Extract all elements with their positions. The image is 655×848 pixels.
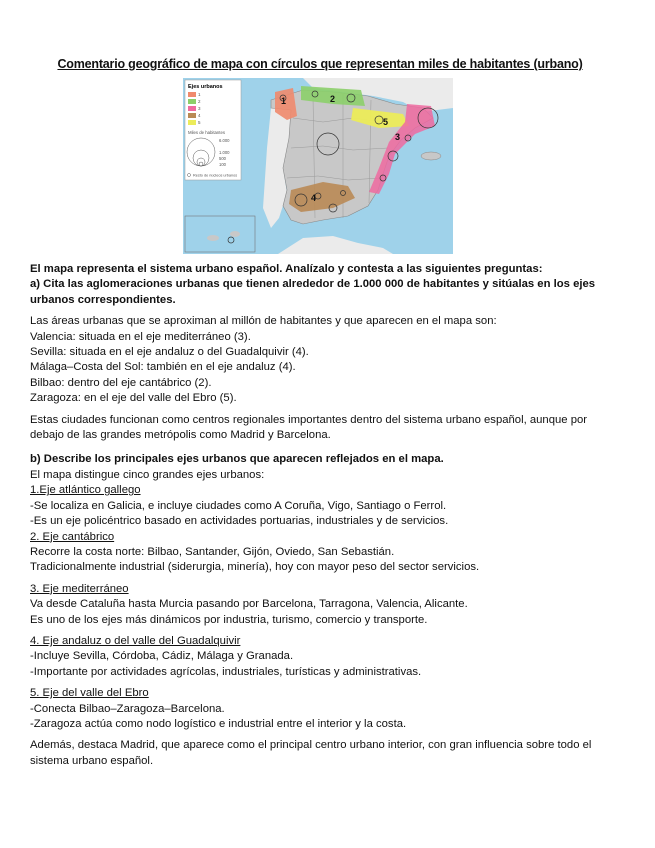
legend-footnote: Resto de núcleos urbanos <box>193 173 238 178</box>
axis-label-4: 4 <box>311 193 317 203</box>
question-b: b) Describe los principales ejes urbanos que aparecen reflejados en el mapa. <box>30 453 444 466</box>
axis-label-5: 5 <box>383 117 389 127</box>
answer-a-closing: Estas ciudades funcionan como centros regionales importantes dentro del sistema urbano español, aunque por debajo de las grandes metrópolis como Madrid y Barcelona. <box>30 413 588 442</box>
legend-size-500: 500 <box>219 156 226 161</box>
axis-2-line: Recorre la costa norte: Bilbao, Santander, Gijón, Oviedo, San Sebastián. <box>30 545 395 558</box>
axis-4-line: -Importante por actividades agrícolas, industriales, turísticas y administrativas. <box>30 665 422 678</box>
document-title: Comentario geográfico de mapa con círculos que representan miles de habitantes (urbano) <box>57 57 583 71</box>
answer-a-item: Málaga–Costa del Sol: también en el eje andaluz (4). <box>30 361 296 374</box>
question-a: a) Cita las aglomeraciones urbanas que tienen alrededor de 1.000 000 de habitantes y sitúalas en los ejes urbanos correspondientes. <box>30 278 596 306</box>
legend-size-100: 100 <box>219 162 226 167</box>
axis-3-line: Es uno de los ejes más dinámicos por industria, turismo, comercio y transporte. <box>30 613 428 626</box>
intro-line: El mapa representa el sistema urbano español. Analízalo y contesta a las siguientes preguntas: <box>30 263 543 275</box>
legend-swatches <box>188 92 196 125</box>
answer-b-intro: El mapa distingue cinco grandes ejes urbanos: <box>30 468 265 481</box>
answer-a-item: Bilbao: dentro del eje cantábrico (2). <box>30 376 212 389</box>
answer-a-item: Valencia: situada en el eje mediterráneo (3). <box>30 330 251 343</box>
axis-2-title: 2. Eje cantábrico <box>30 530 115 543</box>
legend-label-1: 1 <box>198 92 201 97</box>
legend-label-4: 4 <box>198 113 201 118</box>
legend-label-2: 2 <box>198 99 201 104</box>
legend-label-3: 3 <box>198 106 201 111</box>
axis-5-line: -Conecta Bilbao–Zaragoza–Barcelona. <box>30 702 225 715</box>
canary-island <box>230 231 240 237</box>
axis-3-line: Va desde Cataluña hasta Murcia pasando por Barcelona, Tarragona, Valencia, Alicante. <box>30 598 468 611</box>
axis-4-line: -Incluye Sevilla, Córdoba, Cádiz, Málaga y Granada. <box>30 650 294 663</box>
axis-2-line: Tradicionalmente industrial (siderurgia, minería), hoy con mayor peso del sector servicios. <box>30 561 480 574</box>
axis-1-line: -Es un eje policéntrico basado en actividades portuarias, industriales y de servicios. <box>30 515 449 528</box>
axis-label-2: 2 <box>330 94 336 104</box>
axis-label-3: 3 <box>395 132 401 142</box>
legend-swatch-5 <box>188 120 196 125</box>
axis-5-title: 5. Eje del valle del Ebro <box>30 687 149 700</box>
axis-4-title: 4. Eje andaluz o del valle del Guadalquivir <box>30 634 241 647</box>
legend-size-title: Miles de habitantes <box>188 130 226 135</box>
axis-label-1: 1 <box>281 96 287 106</box>
legend-swatch-1 <box>188 92 196 97</box>
axis-1-title: 1.Eje atlántico gallego <box>30 484 141 497</box>
balearic-islands <box>421 152 441 160</box>
answer-a-intro: Las áreas urbanas que se aproximan al millón de habitantes y que aparecen en el mapa son: <box>30 315 497 328</box>
answer-b-closing: Además, destaca Madrid, que aparece como el principal centro urbano interior, con gran influencia sobre todo el sistema urbano español. <box>30 739 592 767</box>
axis-3-title: 3. Eje mediterráneo <box>30 582 129 595</box>
legend-label-5: 5 <box>198 120 201 125</box>
legend-swatch-4 <box>188 113 196 118</box>
document-body <box>30 262 620 769</box>
canary-inset <box>185 216 255 252</box>
answer-a-item: Zaragoza: en el eje del valle del Ebro (5). <box>30 392 237 405</box>
legend-swatch-2 <box>188 99 196 104</box>
axis-1-line: -Se localiza en Galicia, e incluye ciudades como A Coruña, Vigo, Santiago o Ferrol. <box>30 499 447 512</box>
legend-size-1000: 1.000 <box>219 150 230 155</box>
answer-a-item: Sevilla: situada en el eje andaluz o del Guadalquivir (4). <box>30 346 309 359</box>
axis-5-line: -Zaragoza actúa como nodo logístico e industrial entre el interior y la costa. <box>30 717 407 730</box>
legend-size-6000: 6.000 <box>219 138 230 143</box>
map-legend <box>185 80 241 180</box>
canary-island <box>207 235 219 241</box>
legend-title: Ejes urbanos <box>188 84 223 90</box>
spain-urban-map <box>183 78 453 254</box>
legend-swatch-3 <box>188 106 196 111</box>
